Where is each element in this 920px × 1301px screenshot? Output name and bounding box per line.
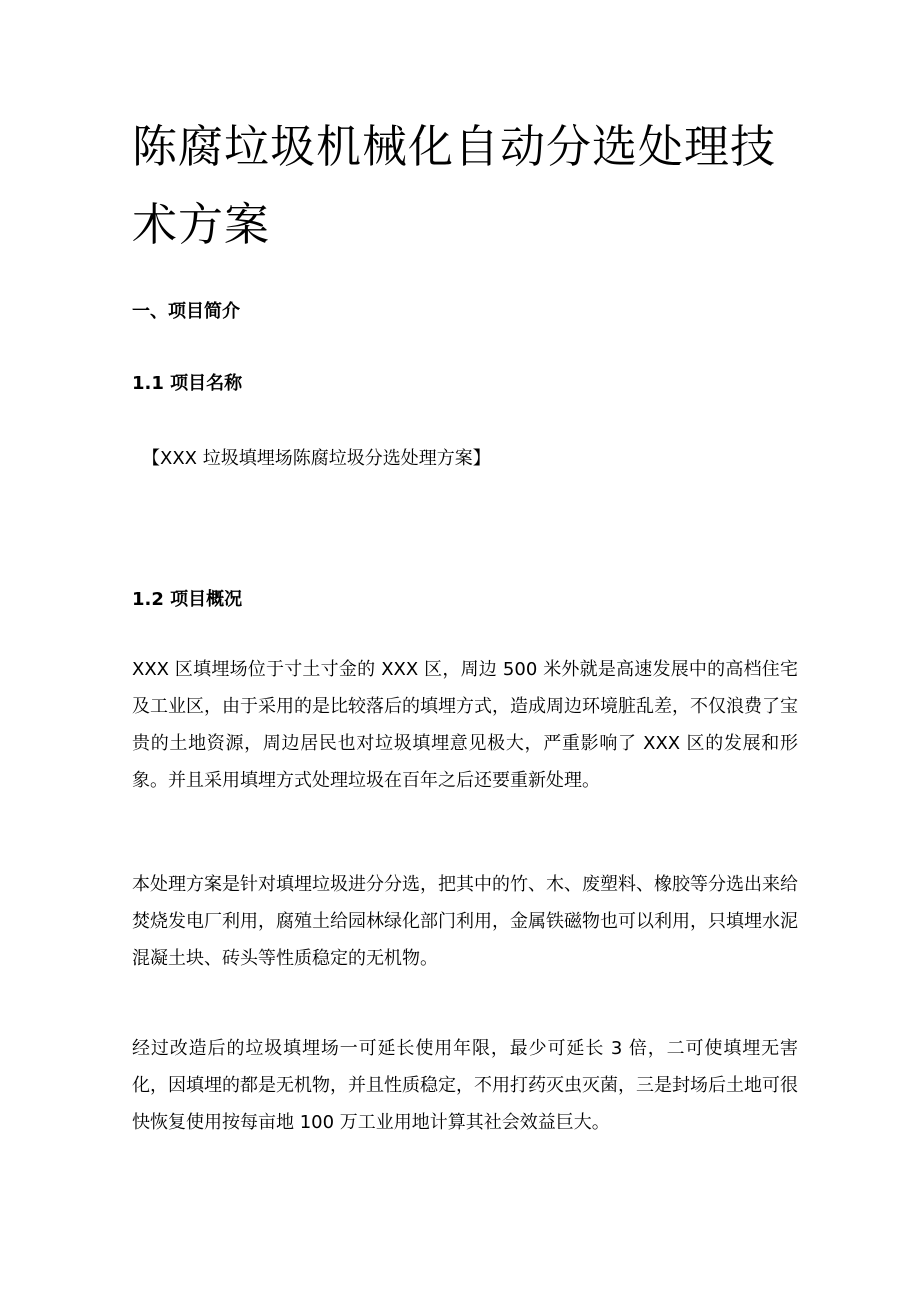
overview-paragraph-2: 本处理方案是针对填埋垃圾进分分选，把其中的竹、木、废塑料、橡胶等分选出来给焚烧发电厂利用，腐殖土给园林绿化部门利用，金属铁磁物也可以利用，只填埋水泥混凝土块、砖头等性质稳定的无机物。	[132, 874, 798, 969]
document-title: 陈腐垃圾机械化自动分选处理技术方案	[132, 120, 777, 251]
section-heading-project-intro: 一、项目简介	[132, 301, 240, 322]
project-name-text: 【XXX 垃圾填埋场陈腐垃圾分选处理方案】	[142, 448, 491, 469]
subsection-heading-project-name: 1.1 项目名称	[132, 373, 243, 394]
overview-paragraph-1: XXX 区填埋场位于寸土寸金的 XXX 区，周边 500 米外就是高速发展中的高档住宅及工业区，由于采用的是比较落后的填埋方式，造成周边环境脏乱差，不仅浪费了宝贵的土地资源，周边居民也对垃圾填埋意见极大，严重影响了 XXX 区的发展和形象。并且采用填埋方式处理垃圾在百年之后还要重新处理。	[132, 659, 798, 791]
subsection-heading-project-overview: 1.2 项目概况	[132, 589, 243, 610]
overview-paragraph-3: 经过改造后的垃圾填埋场一可延长使用年限，最少可延长 3 倍，二可使填埋无害化，因填埋的都是无机物，并且性质稳定，不用打药灭虫灭菌，三是封场后土地可很快恢复使用按每亩地 100 万工业用地计算其社会效益巨大。	[132, 1038, 798, 1133]
